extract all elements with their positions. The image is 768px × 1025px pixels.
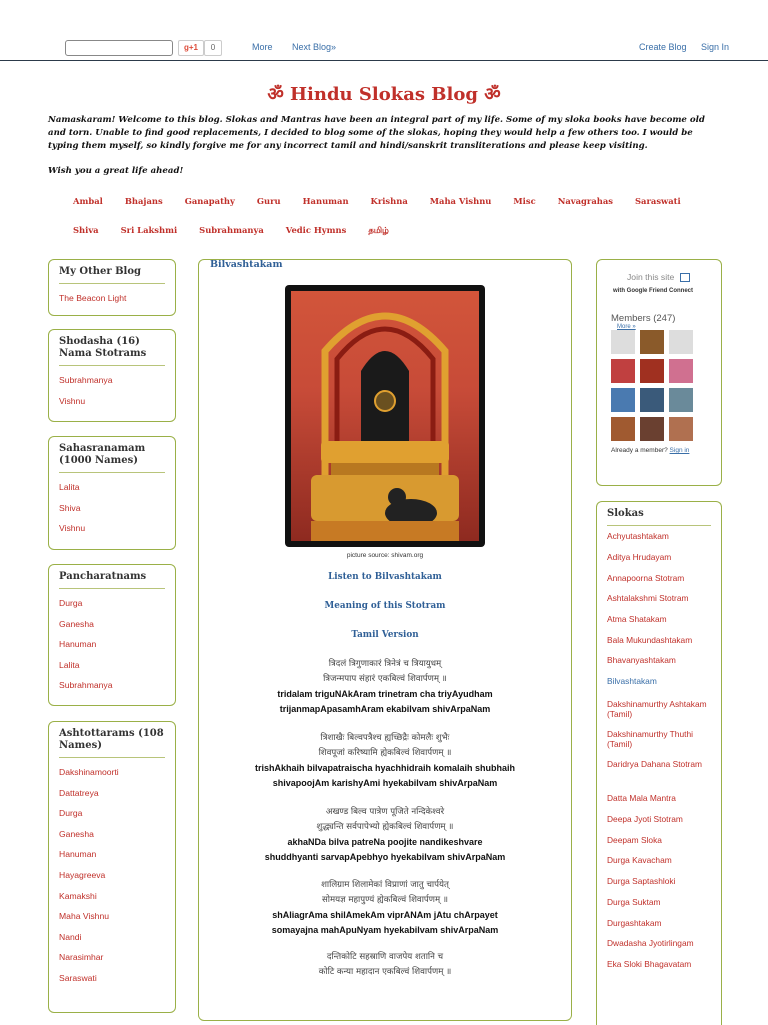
widget-title: Sahasranamam (1000 Names) [59, 443, 165, 473]
verse-transliteration: somayajna mahApuNyam hyekabilvam shivArpaNam [271, 925, 499, 935]
label-link[interactable]: Shiva [73, 225, 99, 235]
label-link[interactable]: Ganapathy [184, 196, 235, 206]
sidebar-link[interactable]: Lalita [59, 659, 80, 670]
sidebar-link[interactable]: Subrahmanya [59, 680, 113, 691]
sidebar-link[interactable]: Maha Vishnu [59, 911, 110, 922]
search-input[interactable] [65, 40, 173, 56]
label-link[interactable]: தமிழ் [368, 225, 389, 235]
sloka-link[interactable]: Ashtalakshmi Stotram [607, 593, 689, 603]
sahasranamam-widget [48, 436, 176, 550]
sloka-link[interactable]: Bilvashtakam [607, 676, 657, 686]
sidebar-link[interactable]: Dattatreya [59, 787, 99, 798]
shivalinga-image[interactable] [285, 285, 485, 547]
verse-1 [200, 657, 570, 717]
member-avatar[interactable] [669, 359, 693, 383]
widget-title: My Other Blog [59, 266, 165, 284]
sloka-link[interactable]: Dakshinamurthy Ashtakam (Tamil) [607, 699, 707, 719]
label-link[interactable]: Ambal [73, 196, 103, 206]
sloka-link[interactable]: Bala Mukundashtakam [607, 635, 693, 645]
label-link[interactable]: Krishna [370, 196, 408, 206]
verse-transliteration: tridalam triguNAkAram trinetram cha triyAyudham [277, 689, 493, 699]
blog-wish: Wish you a great life ahead! [48, 166, 184, 176]
member-avatar[interactable] [669, 330, 693, 354]
verse-devanagari: त्रिदलं त्रिगुणाकारं त्रिनेत्रं च त्रियायुधम् [328, 659, 442, 669]
label-link[interactable]: Bhajans [124, 196, 163, 206]
member-avatar[interactable] [611, 417, 635, 441]
member-avatar[interactable] [611, 359, 635, 383]
sidebar-link[interactable]: Ganesha [59, 618, 94, 629]
label-link[interactable]: Misc [513, 196, 536, 206]
sidebar-link[interactable]: Kamakshi [59, 890, 97, 901]
member-avatar[interactable] [640, 388, 664, 412]
verse-devanagari: त्रिशाखैः बिल्वपत्रैश्च ह्यच्छिद्रैः कोमलैः शुभैः [320, 733, 450, 743]
post-title[interactable]: Bilvashtakam [210, 259, 283, 270]
member-avatar[interactable] [640, 330, 664, 354]
verse-2 [200, 731, 570, 791]
sidebar-link[interactable]: The Beacon Light [59, 293, 127, 303]
verse-devanagari: त्रिजन्मपाप संहारं एकबिल्वं शिवार्पणम् ॥ [323, 674, 447, 684]
member-avatar[interactable] [669, 417, 693, 441]
verse-4 [200, 878, 570, 938]
sign-in-link[interactable]: Sign In [701, 42, 730, 52]
sloka-link[interactable]: Durga Kavacham [607, 855, 672, 865]
members-count: Members (247) [611, 313, 676, 324]
sloka-link[interactable]: Dwadasha Jyotirlingam [607, 938, 694, 948]
meaning-link[interactable]: Meaning of this Stotram [324, 601, 446, 611]
label-link[interactable]: Maha Vishnu [429, 196, 492, 206]
shodasha-widget [48, 329, 176, 422]
sidebar-link[interactable]: Ganesha [59, 828, 94, 839]
label-link[interactable]: Guru [256, 196, 281, 206]
verse-devanagari: कोटि कन्या महादान एकबिल्वं शिवार्पणम् ॥ [318, 967, 452, 977]
sloka-link[interactable]: Atma Shatakam [607, 614, 667, 624]
verse-transliteration: shAliagrAma shilAmekAm viprANAm jAtu chArpayet [272, 910, 498, 920]
widget-title: Shodasha (16) Nama Stotrams [59, 336, 165, 366]
sidebar-link[interactable]: Dakshinamoorti [59, 767, 119, 777]
ashtottarams-widget [48, 721, 176, 1013]
members-sign-in-link[interactable]: Sign in [669, 447, 690, 454]
verse-transliteration: akhaNDa bilva patreNa poojite nandikeshvare [287, 837, 483, 847]
sloka-link[interactable]: Deepam Sloka [607, 835, 662, 845]
sloka-link[interactable]: Deepa Jyoti Stotram [607, 814, 683, 824]
shivalinga-illustration [291, 291, 479, 541]
sloka-link[interactable]: Durga Suktam [607, 897, 661, 907]
label-links [62, 191, 702, 251]
sidebar-link[interactable]: Narasimhar [59, 952, 104, 963]
more-link[interactable]: More [252, 42, 273, 52]
widget-title: Ashtottarams (108 Names) [59, 728, 165, 758]
google-plus-one-button[interactable]: g+1 [178, 40, 204, 56]
verse-devanagari: शुद्ध्यन्ति सर्वपापेभ्यो ह्येकबिल्वं शिवार्पणम् ॥ [316, 822, 454, 832]
verse-transliteration: shuddhyanti sarvapApebhyo hyekabilvam shivArpaNam [264, 852, 506, 862]
other-blog-widget [48, 259, 176, 316]
already-member-label: Already a member? [611, 447, 668, 454]
sidebar-link[interactable]: Lalita [59, 482, 80, 492]
sloka-link[interactable]: Aditya Hrudayam [607, 552, 672, 562]
member-avatar[interactable] [611, 330, 635, 354]
next-blog-link[interactable]: Next Blog» [292, 42, 337, 52]
member-avatar[interactable] [640, 417, 664, 441]
member-avatar[interactable] [640, 359, 664, 383]
sidebar-link[interactable]: Nandi [59, 931, 82, 942]
image-caption: picture source: shivam.org [346, 552, 424, 559]
label-link[interactable]: Sri Lakshmi [120, 225, 178, 235]
sloka-link[interactable]: Durga Saptashloki [607, 876, 676, 886]
slokas-widget [596, 501, 722, 1025]
label-link[interactable]: Hanuman [302, 196, 349, 206]
label-link[interactable]: Saraswati [635, 196, 681, 206]
sidebar-link[interactable]: Hanuman [59, 639, 97, 650]
pancharatnams-widget [48, 564, 176, 706]
sloka-link[interactable]: Datta Mala Mantra [607, 793, 676, 803]
verse-devanagari: सोमयज्ञ महापुण्यं ह्येकबिल्वं शिवार्पणम् ॥ [321, 895, 449, 905]
followers-widget [596, 259, 722, 486]
label-link[interactable]: Navagrahas [557, 196, 613, 206]
sidebar-link[interactable]: Subrahmanya [59, 375, 113, 385]
listen-link[interactable]: Listen to Bilvashtakam [328, 572, 442, 582]
label-link[interactable]: Vedic Hymns [285, 225, 347, 235]
sidebar-link[interactable]: Hayagreeva [59, 869, 106, 880]
sloka-link[interactable]: Annapoorna Stotram [607, 573, 685, 583]
verse-devanagari: दन्तिकोटि सहस्राणि वाजपेय शतानि च [326, 952, 444, 962]
tamil-version-link[interactable]: Tamil Version [351, 630, 419, 640]
verse-3 [200, 805, 570, 865]
sidebar-link[interactable]: Shiva [59, 502, 81, 513]
join-site-label: Join this site [627, 272, 675, 282]
already-member [611, 446, 707, 455]
sidebar-link[interactable]: Durga [59, 598, 83, 608]
verse-devanagari: शिवपूजां करिष्यामि ह्येकबिल्वं शिवार्पणम् ॥ [318, 748, 452, 758]
create-blog-link[interactable]: Create Blog [639, 42, 687, 52]
more-members-link[interactable]: More » [617, 324, 636, 330]
sidebar-link[interactable]: Saraswati [59, 972, 97, 983]
sidebar-link[interactable]: Hanuman [59, 849, 97, 860]
blogger-navbar [0, 0, 768, 61]
verse-transliteration: shivapoojAm karishyAmi hyekabilvam shivArpaNam [272, 778, 498, 788]
sidebar-link[interactable]: Vishnu [59, 395, 86, 406]
verse-transliteration: trijanmapApasamhAram ekabilvam shivArpaNam [279, 704, 491, 714]
member-avatar[interactable] [611, 388, 635, 412]
sloka-link[interactable]: Achyutashtakam [607, 531, 669, 541]
join-site-link[interactable] [627, 272, 690, 282]
verse-transliteration: trishAkhaih bilvapatraischa hyachhidraih komalaih shubhaih [254, 763, 516, 773]
google-plus-count: 0 [204, 40, 222, 56]
blog-title[interactable]: ॐ Hindu Slokas Blog ॐ [267, 84, 501, 105]
sidebar-link[interactable]: Durga [59, 808, 83, 819]
gfc-text: with Google Friend Connect [613, 288, 693, 294]
verse-devanagari: अखण्ड बिल्व पात्रेण पूजिते नन्दिकेश्वरे [325, 807, 445, 817]
sloka-link[interactable]: Eka Sloki Bhagavatam [607, 959, 692, 969]
member-avatar[interactable] [669, 388, 693, 412]
popup-icon [680, 273, 690, 282]
blog-description: Namaskaram! Welcome to this blog. Slokas and Mantras have been an integral part of my life. Some of my sloka books have become old and torn. Unable to find good replacements, I decided to blog some of the slokas, hoping they would help a few others too. I would be typing them myself, so kindly forgive me for any incorrect tamil and hindi/sanskrit transliterations and please keep visiting. [48, 115, 705, 151]
sloka-link[interactable]: Daridrya Dahana Stotram [607, 759, 702, 769]
sloka-link[interactable]: Bhavanyashtakam [607, 655, 676, 665]
sloka-link[interactable]: Durgashtakam [607, 918, 662, 928]
sidebar-link[interactable]: Vishnu [59, 523, 86, 534]
verse-devanagari: शालिग्राम शिलामेकां विप्राणां जातु चार्पयेत् [321, 880, 449, 890]
label-link[interactable]: Subrahmanya [199, 225, 264, 235]
widget-title: Pancharatnams [59, 571, 165, 589]
verse-5 [200, 950, 570, 980]
sloka-link[interactable]: Dakshinamurthy Thuthi (Tamil) [607, 729, 693, 749]
widget-title: Slokas [607, 508, 711, 526]
